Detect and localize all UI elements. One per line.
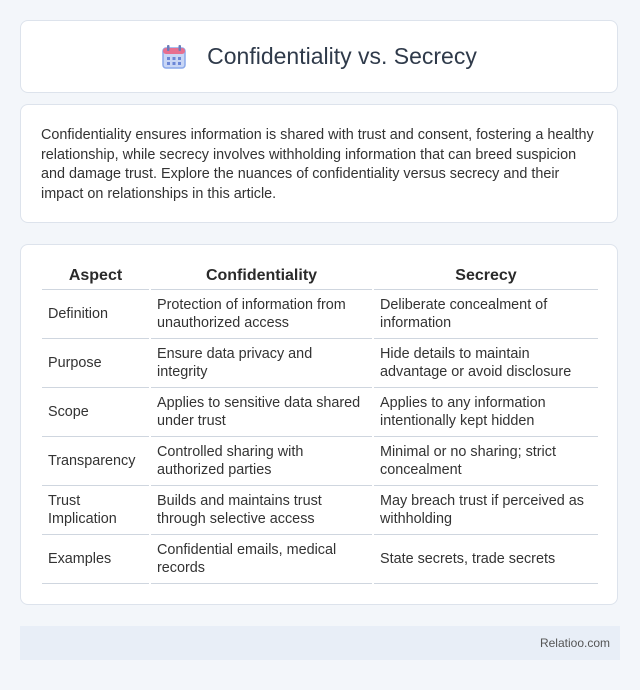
secrecy-cell: Deliberate concealment of information — [374, 290, 598, 339]
column-header-secrecy: Secrecy — [374, 262, 598, 290]
intro-text: Confidentiality ensures information is shared with trust and consent, fostering a healthy relationship, while secrecy involves withholding information that can breed suspicion and damage trust. Explore the nuances of confidentiality versus secrecy and their impact on relationships in this article. — [41, 127, 594, 202]
table-row — [42, 290, 598, 339]
aspect-cell: Scope — [42, 388, 149, 437]
secrecy-cell: Minimal or no sharing; strict concealment — [374, 437, 598, 486]
confidentiality-cell: Controlled sharing with authorized parties — [151, 437, 372, 486]
secrecy-cell: State secrets, trade secrets — [374, 535, 598, 584]
intro-card — [20, 104, 618, 223]
title-card — [20, 20, 618, 93]
calendar-icon — [161, 44, 187, 70]
aspect-cell: Definition — [42, 290, 149, 339]
aspect-cell: Purpose — [42, 339, 149, 388]
comparison-table-card — [20, 244, 618, 605]
confidentiality-cell: Builds and maintains trust through selective access — [151, 486, 372, 535]
secrecy-cell: Hide details to maintain advantage or avoid disclosure — [374, 339, 598, 388]
table-row — [42, 437, 598, 486]
confidentiality-cell: Applies to sensitive data shared under trust — [151, 388, 372, 437]
aspect-cell: Examples — [42, 535, 149, 584]
comparison-table — [40, 262, 600, 584]
aspect-cell: Transparency — [42, 437, 149, 486]
aspect-cell: Trust Implication — [42, 486, 149, 535]
secrecy-cell: Applies to any information intentionally kept hidden — [374, 388, 598, 437]
table-row — [42, 535, 598, 584]
table-row — [42, 339, 598, 388]
secrecy-cell: May breach trust if perceived as withholding — [374, 486, 598, 535]
column-header-aspect: Aspect — [42, 262, 149, 290]
table-row — [42, 486, 598, 535]
confidentiality-cell: Protection of information from unauthorized access — [151, 290, 372, 339]
footer-brand: Relatioo.com — [539, 636, 610, 650]
confidentiality-cell: Confidential emails, medical records — [151, 535, 372, 584]
footer — [20, 626, 620, 660]
page-title: Confidentiality vs. Secrecy — [207, 43, 477, 69]
confidentiality-cell: Ensure data privacy and integrity — [151, 339, 372, 388]
table-row — [42, 388, 598, 437]
table-header-row — [42, 262, 598, 290]
column-header-confidentiality: Confidentiality — [151, 262, 372, 290]
